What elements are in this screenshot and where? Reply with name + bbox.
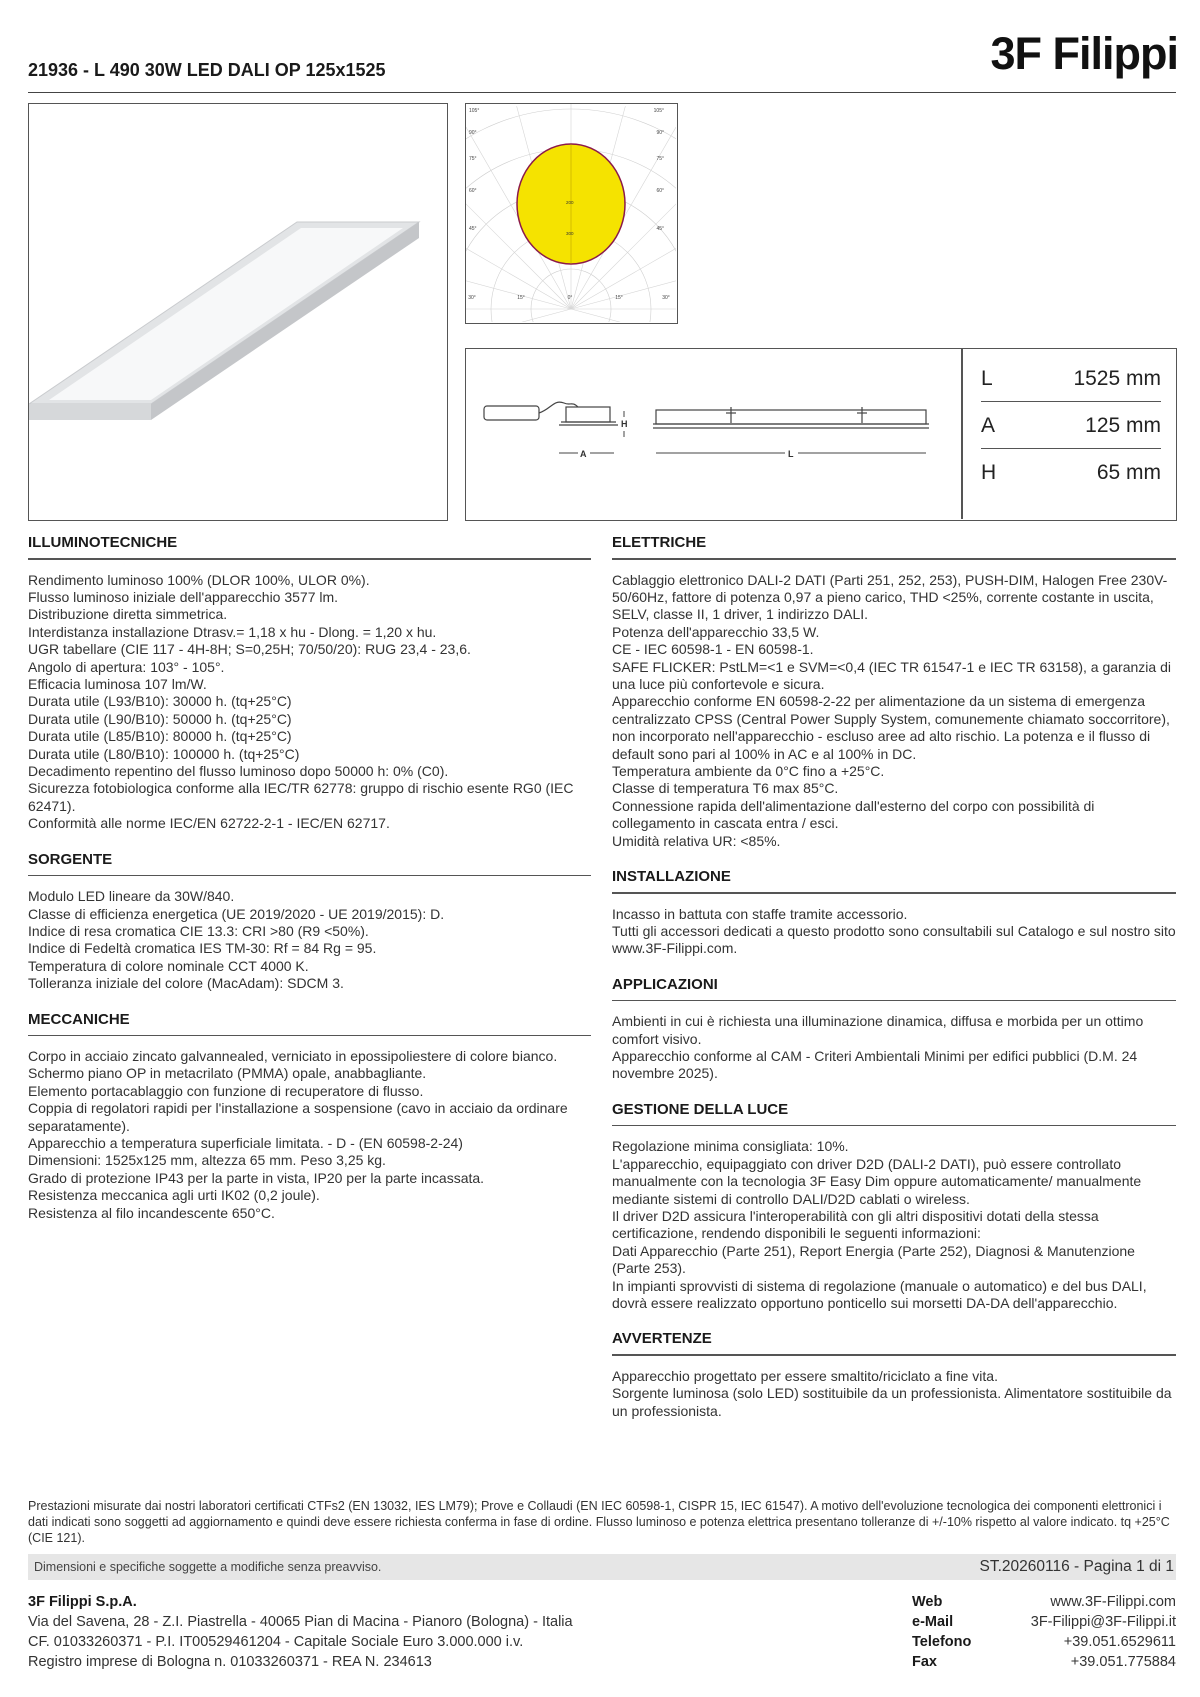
- section-title: MECCANICHE: [28, 1010, 130, 1028]
- spec-line: Connessione rapida dell'alimentazione dall'esterno del corpo con possibilità di collegamento in cascata entra / esci.: [612, 797, 1095, 832]
- spec-line: Apparecchio progettato per essere smaltito/riciclato a fine vita.: [612, 1367, 998, 1384]
- section-title: ELETTRICHE: [612, 534, 707, 551]
- polar-angle-label: 15°: [517, 295, 525, 301]
- brand-logo: [990, 28, 1178, 80]
- spec-line: Indice di Fedeltà cromatica IES TM-30: Rf = 84 Rg = 95.: [28, 940, 377, 957]
- left-column: [28, 534, 591, 1222]
- spec-line: CE - IEC 60598-1 - EN 60598-1.: [612, 641, 814, 658]
- spec-line: In impianti sprovvisti di sistema di regolazione (manuale o automatico) e del bus DALI, dovrà essere realizzato opportuno ponticello sui morsetti DA-DA dell'apparecchio.: [612, 1277, 1147, 1311]
- section-body: [612, 1013, 1176, 1083]
- fax-number: +39.051.775884: [1070, 1654, 1176, 1670]
- polar-angle-label: 75°: [656, 156, 664, 162]
- section-rule: [612, 1125, 1176, 1127]
- spec-line: Grado di protezione IP43 per la parte in vista, IP20 per la parte incassata.: [28, 1169, 485, 1186]
- spec-line: Distribuzione diretta simmetrica.: [28, 606, 228, 623]
- dim-row-l: [981, 367, 1161, 391]
- spec-line: Apparecchio conforme al CAM - Criteri Ambientali Minimi per edifici pubblici (D.M. 24 novembre 2025).: [612, 1048, 1138, 1082]
- spec-line: Incasso in battuta con staffe tramite accessorio.: [612, 905, 908, 922]
- polar-angle-label: 60°: [469, 188, 477, 194]
- contact-row-phone: [912, 1632, 1176, 1652]
- dim-separator: [981, 448, 1161, 449]
- product-title: 21936 - L 490 30W LED DALI OP 125x1525: [28, 60, 386, 80]
- spec-line: Umidità relativa UR: <85%.: [612, 832, 781, 849]
- section-title: ILLUMINOTECNICHE: [28, 534, 178, 551]
- section-rule: [612, 558, 1176, 560]
- spec-line: Temperatura di colore nominale CCT 4000 K.: [28, 957, 309, 974]
- right-column: [612, 534, 1176, 1420]
- dim-row-value: 65 mm: [1096, 461, 1161, 484]
- polar-angle-label: 90°: [469, 130, 477, 136]
- contact-row-fax: [912, 1652, 1176, 1672]
- section-title: GESTIONE DELLA LUCE: [612, 1100, 789, 1118]
- dim-label-l: L: [788, 449, 794, 459]
- company-fiscal: CF. 01033260371 - P.I. IT00529461204 - Capitale Sociale Euro 3.000.000 i.v.: [28, 1634, 524, 1650]
- dim-row-label: A: [981, 414, 996, 437]
- section-gestione-luce: [612, 1101, 1176, 1313]
- company-info: [28, 1592, 788, 1672]
- contact-row-web: [912, 1592, 1176, 1612]
- dim-row-a: [981, 414, 1161, 438]
- logo-mark: 3F: [990, 28, 1041, 79]
- company-register: Registro imprese di Bologna n. 01033260371 - REA N. 234613: [28, 1654, 432, 1670]
- spec-line: Corpo in acciaio zincato galvannealed, verniciato in epossipoliestere di colore bianco.: [28, 1048, 558, 1065]
- section-rule: [28, 1035, 591, 1037]
- polar-angle-label: 105°: [469, 108, 480, 114]
- spec-line: Classe di temperatura T6 max 85°C.: [612, 780, 839, 797]
- section-title: AVVERTENZE: [612, 1330, 712, 1348]
- polar-chart: [466, 104, 676, 322]
- contact-label: Telefono: [912, 1634, 972, 1650]
- spec-line: Potenza dell'apparecchio 33,5 W.: [612, 623, 820, 640]
- polar-angle-label: 0°: [567, 295, 573, 301]
- spec-line: Elemento portacablaggio con funzione di recuperatore di flusso.: [28, 1082, 424, 1099]
- polar-value-label: 200: [566, 200, 574, 205]
- spec-line: Angolo di apertura: 103° - 105°.: [28, 658, 225, 675]
- dimensions-table: [981, 349, 1161, 485]
- dim-row-label: L: [981, 367, 993, 390]
- section-rule: [612, 1354, 1176, 1356]
- section-elettriche: [612, 534, 1176, 850]
- spec-line: Rendimento luminoso 100% (DLOR 100%, ULOR 0%).: [28, 571, 370, 588]
- dimension-drawing: [466, 349, 956, 519]
- section-body: [612, 1368, 1176, 1420]
- spec-line: Durata utile (L90/B10): 50000 h. (tq+25°C): [28, 710, 292, 727]
- spec-line: Indice di resa cromatica CIE 13.3: CRI >80 (R9 <50%).: [28, 922, 369, 939]
- spec-line: Efficacia luminosa 107 lm/W.: [28, 675, 207, 692]
- spec-line: Durata utile (L80/B10): 100000 h. (tq+25°C): [28, 745, 300, 762]
- section-applicazioni: [612, 976, 1176, 1083]
- spec-line: Sicurezza fotobiologica conforme alla IEC/TR 62778: gruppo di rischio esente RG0 (IEC 62471).: [28, 780, 574, 814]
- spec-line: Durata utile (L93/B10): 30000 h. (tq+25°C): [28, 693, 292, 710]
- polar-angle-label: 90°: [656, 130, 664, 136]
- spec-line: UGR tabellare (CIE 117 - 4H-8H; S=0,25H; 70/50/20): RUG 23,4 - 23,6.: [28, 641, 471, 658]
- section-body: [612, 906, 1176, 958]
- disclaimer-bar: [28, 1554, 1176, 1580]
- dimensions-panel: [465, 348, 1177, 521]
- section-installazione: [612, 868, 1176, 958]
- product-image: [28, 103, 448, 521]
- dim-row-value: 1525 mm: [1073, 367, 1161, 390]
- contact-label: e-Mail: [912, 1614, 954, 1630]
- section-body: [612, 572, 1176, 851]
- section-body: [28, 572, 591, 833]
- header-rule: [28, 92, 1176, 93]
- spec-line: Resistenza al filo incandescente 650°C.: [28, 1204, 275, 1221]
- dim-separator: [981, 401, 1161, 402]
- section-rule: [28, 875, 591, 877]
- section-body: [612, 1138, 1176, 1312]
- spec-line: Il driver D2D assicura l'interoperabilità con gli altri dispositivi dotati della stessa certificazione, rendendo disponibili le seguenti informazioni:: [612, 1207, 1099, 1242]
- polar-angle-label: 60°: [656, 188, 664, 194]
- section-body: [28, 888, 591, 992]
- contact-row-email: [912, 1612, 1176, 1632]
- dimensions-divider: [961, 349, 963, 519]
- spec-line: Tutti gli accessori dedicati a questo prodotto sono consultabili sul Catalogo e sul nostro sito www.3F-Filippi.com.: [612, 922, 1176, 957]
- section-avvertenze: [612, 1330, 1176, 1420]
- spec-line: Schermo piano OP in metacrilato (PMMA) opale, anabbagliante.: [28, 1065, 427, 1082]
- test-footnote: Prestazioni misurate dai nostri laboratori certificati CTFs2 (EN 13032, IES LM79); Prove e Collaudi (EN IEC 60598-1, CISPR 15, IEC 61547). A motivo dell'evoluzione tecnologica dei componenti elettronici i dati indicati sono soggetti ad aggiornamento e quindi deve essere richiesta conferma in fase di ordine. Flusso luminoso e potenza elettrica presentano tolleranze di +/-10% rispetto al valore indicato. tq +25°C (CIE 121).: [28, 1499, 1170, 1545]
- logo-text: Filippi: [1052, 28, 1178, 79]
- spec-line: Flusso luminoso iniziale dell'apparecchio 3577 lm.: [28, 588, 339, 605]
- polar-angle-label: 75°: [469, 156, 477, 162]
- spec-line: Classe di efficienza energetica (UE 2019/2020 - UE 2019/2015): D.: [28, 905, 445, 922]
- spec-line: Temperatura ambiente da 0°C fino a +25°C.: [612, 762, 885, 779]
- spec-line: Dati Apparecchio (Parte 251), Report Energia (Parte 252), Diagnosi & Manutenzione (Parte 253).: [612, 1242, 1135, 1277]
- section-rule: [612, 1000, 1176, 1002]
- polar-angle-label: 45°: [469, 226, 477, 232]
- company-address: Via del Savena, 28 - Z.I. Piastrella - 40065 Pian di Macina - Pianoro (Bologna) - Italia: [28, 1614, 573, 1630]
- dim-label-a: A: [580, 449, 587, 459]
- spec-line: Cablaggio elettronico DALI-2 DATI (Parti 251, 252, 253), PUSH-DIM, Halogen Free 230V-50/60Hz, fattore di potenza 0,97 a pieno carico, THD <25%, corrente costante in uscita, SELV, classe II, 1 driver, 1 indirizzo DALI.: [612, 571, 1168, 623]
- spec-line: SAFE FLICKER: PstLM=<1 e SVM=<0,4 (IEC TR 61547-1 e IEC TR 63158), a garanzia di una luce più confortevole e sicura.: [612, 658, 1171, 692]
- dim-row-h: [981, 461, 1161, 485]
- spec-line: Decadimento repentino del flusso luminoso dopo 50000 h: 0% (C0).: [28, 762, 449, 779]
- spec-line: Regolazione minima consigliata: 10%.: [612, 1138, 849, 1155]
- spec-line: Apparecchio a temperatura superficiale limitata. - D - (EN 60598-2-24): [28, 1135, 463, 1152]
- document-code: ST.20260116 - Pagina 1 di 1: [979, 1558, 1174, 1575]
- dim-label-h: H: [621, 419, 628, 429]
- luminaire-render: [29, 104, 446, 519]
- spec-line: Durata utile (L85/B10): 80000 h. (tq+25°C): [28, 728, 292, 745]
- contact-info: [912, 1592, 1176, 1672]
- section-rule: [28, 558, 591, 560]
- spec-line: Tolleranza iniziale del colore (MacAdam): SDCM 3.: [28, 975, 344, 992]
- polar-grid-ray: [466, 309, 571, 322]
- polar-angle-label: 30°: [468, 295, 476, 301]
- section-illuminotecniche: [28, 534, 591, 833]
- polar-grid-ray: [571, 309, 676, 322]
- spec-line: Conformità alle norme IEC/EN 62722-2-1 - IEC/EN 62717.: [28, 815, 390, 832]
- dim-row-label: H: [981, 461, 997, 484]
- section-title: SORGENTE: [28, 850, 113, 868]
- disclaimer-text: Dimensioni e specifiche soggette a modifiche senza preavviso.: [34, 1560, 382, 1574]
- contact-label: Fax: [912, 1654, 937, 1670]
- section-body: [28, 1048, 591, 1222]
- polar-angle-label: 45°: [656, 226, 664, 232]
- phone-number: +39.051.6529611: [1063, 1634, 1176, 1650]
- email-link[interactable]: 3F-Filippi@3F-Filippi.it: [1030, 1614, 1176, 1630]
- contact-label: Web: [912, 1594, 943, 1610]
- spec-line: Dimensioni: 1525x125 mm, altezza 65 mm. Peso 3,25 kg.: [28, 1152, 386, 1169]
- spec-line: Sorgente luminosa (solo LED) sostituibile da un professionista. Alimentatore sostituibile da un professionista.: [612, 1385, 1172, 1419]
- website-link[interactable]: www.3F-Filippi.com: [1050, 1594, 1176, 1610]
- spec-line: Interdistanza installazione Dtrasv.= 1,18 x hu - Dlong. = 1,20 x hu.: [28, 623, 437, 640]
- section-sorgente: [28, 851, 591, 993]
- spec-line: Ambienti in cui è richiesta una illuminazione dinamica, diffusa e morbida per un ottimo comfort visivo.: [612, 1013, 1144, 1047]
- section-title: INSTALLAZIONE: [612, 868, 731, 885]
- section-rule: [612, 892, 1176, 894]
- spec-line: Resistenza meccanica agli urti IK02 (0,2 joule).: [28, 1187, 320, 1204]
- polar-value-label: 300: [566, 231, 574, 236]
- photometric-polar-diagram: [465, 103, 678, 324]
- spec-line: Coppia di regolatori rapidi per l'installazione a sospensione (cavo in acciaio da ordinare separatamente).: [28, 1100, 568, 1134]
- spec-line: Modulo LED lineare da 30W/840.: [28, 888, 235, 905]
- spec-line: L'apparecchio, equipaggiato con driver D2D (DALI-2 DATI), può essere controllato manualmente con la tecnologia 3F Easy Dim oppure automaticamente/ manualmente mediante sistemi di controllo DALI/D2D cablati o wireless.: [612, 1155, 1142, 1207]
- section-title: APPLICAZIONI: [612, 975, 718, 993]
- dim-row-value: 125 mm: [1085, 414, 1161, 437]
- section-meccaniche: [28, 1011, 591, 1223]
- spec-line: Apparecchio conforme EN 60598-2-22 per alimentazione da un sistema di emergenza centralizzato CPSS (Central Power Supply System, comunemente chiamato soccorritore), non incorporato nell'apparecchio - escluso aree ad alto rischio. La potenza e il flusso di default sono pari al 100% in AC e al 100% in DC.: [612, 693, 1170, 762]
- polar-angle-label: 30°: [662, 295, 670, 301]
- company-name: 3F Filippi S.p.A.: [28, 1594, 137, 1610]
- polar-angle-label: 15°: [615, 295, 623, 301]
- polar-angle-label: 105°: [653, 108, 664, 114]
